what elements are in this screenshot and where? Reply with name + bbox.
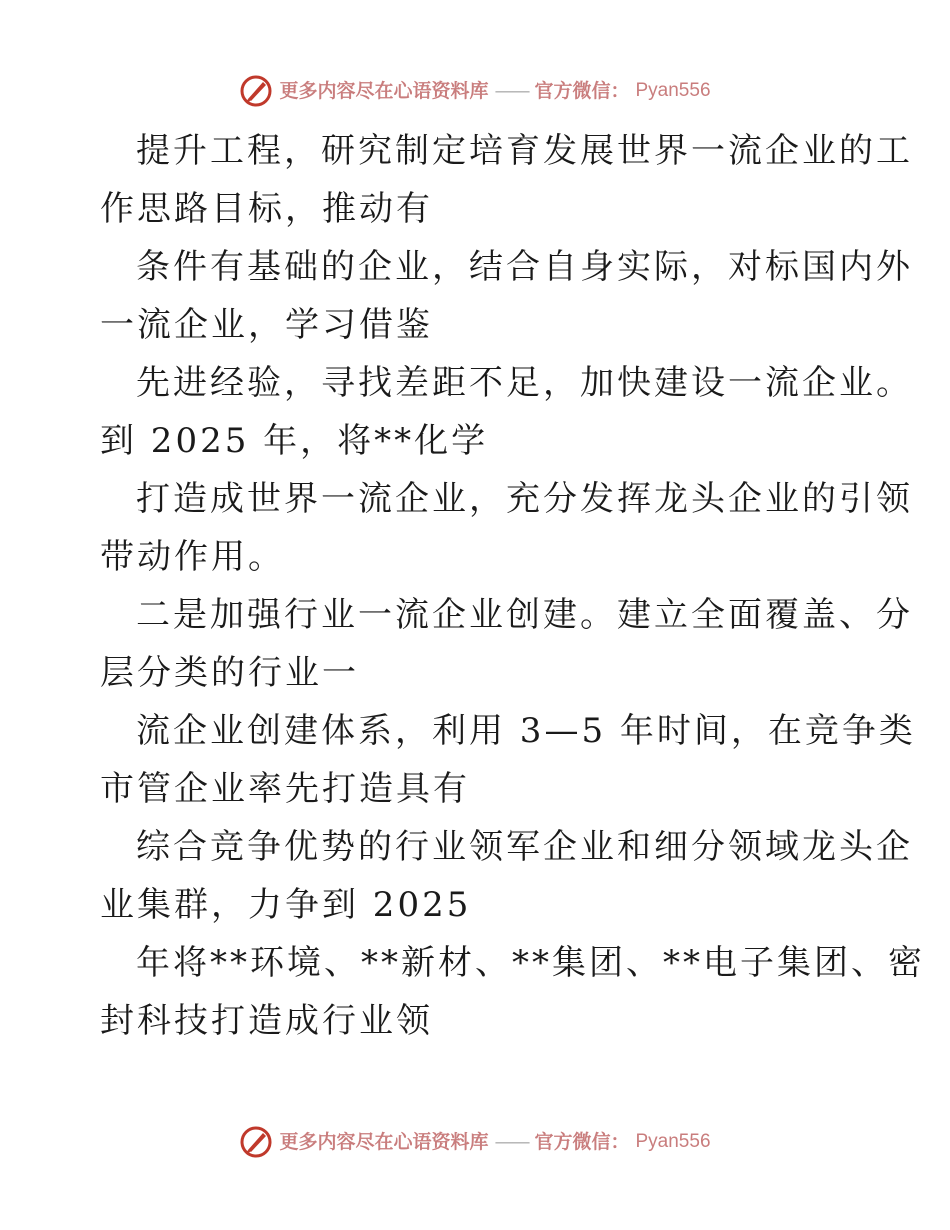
- text-line: 二是加强行业一流企业创建。建立全面覆盖、分: [136, 595, 913, 635]
- text-line: 提升工程，研究制定培育发展世界一流企业的工: [136, 131, 913, 171]
- watermark-text: 更多内容尽在心语资料库: [279, 1131, 489, 1153]
- text-line: 市管企业率先打造具有: [100, 769, 470, 809]
- feather-pen-logo-icon: [239, 1125, 273, 1159]
- watermark-wechat-label: 官方微信：: [534, 1131, 630, 1153]
- header-watermark: [0, 74, 950, 108]
- text-line: 条件有基础的企业，结合自身实际，对标国内外: [136, 247, 913, 287]
- footer-watermark: [0, 1125, 950, 1159]
- text-line: 一流企业，学习借鉴: [100, 305, 433, 345]
- text-line: 流企业创建体系，利用 3—5 年时间，在竞争类: [136, 711, 916, 751]
- feather-pen-logo-icon: [239, 74, 273, 108]
- text-line: 综合竞争优势的行业领军企业和细分领域龙头企: [136, 827, 913, 867]
- text-line: 先进经验，寻找差距不足，加快建设一流企业。: [136, 363, 913, 403]
- text-line: 业集群，力争到 2025: [100, 885, 472, 925]
- text-line: 打造成世界一流企业，充分发挥龙头企业的引领: [136, 479, 913, 519]
- text-line: 作思路目标，推动有: [100, 189, 433, 229]
- watermark-wechat-id: Pyan556: [635, 80, 711, 101]
- watermark-wechat-id: Pyan556: [635, 1131, 711, 1152]
- document-body: [100, 122, 925, 1050]
- text-line: 带动作用。: [100, 537, 285, 577]
- text-line: 层分类的行业一: [100, 653, 359, 693]
- watermark-text: 更多内容尽在心语资料库: [279, 80, 489, 102]
- watermark-dash: ——: [494, 80, 529, 102]
- watermark-wechat-label: 官方微信：: [534, 80, 630, 102]
- text-line: 年将**环境、**新材、**集团、**电子集团、密: [136, 943, 925, 983]
- text-line: 到 2025 年，将**化学: [100, 421, 489, 461]
- watermark-dash: ——: [494, 1131, 529, 1153]
- text-line: 封科技打造成行业领: [100, 1001, 433, 1041]
